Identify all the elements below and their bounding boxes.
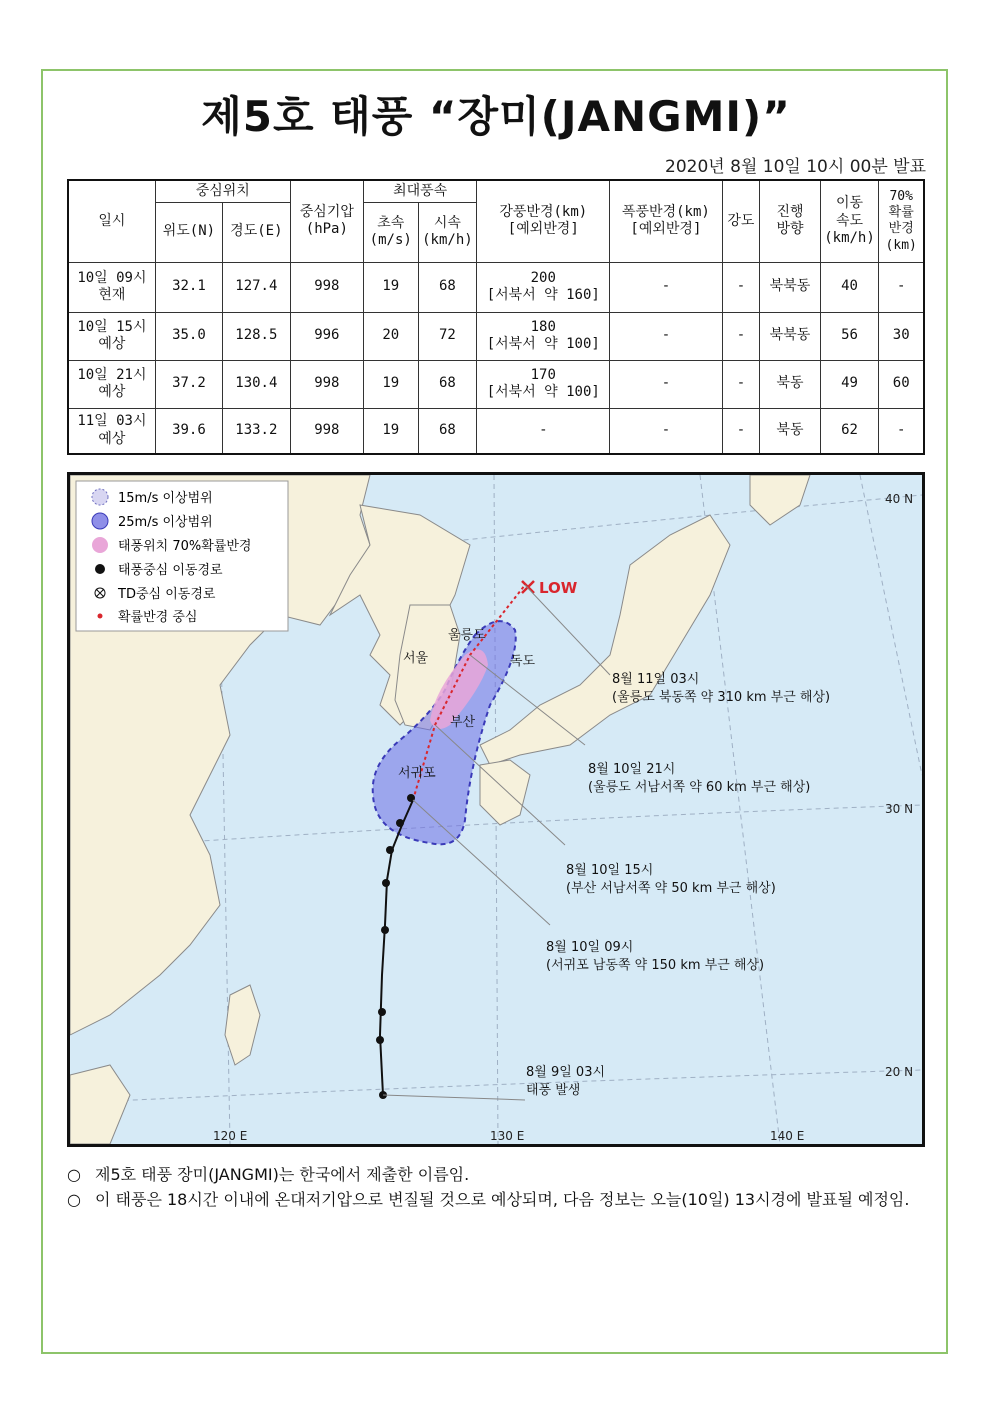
cell-pressure: 998 xyxy=(290,262,363,312)
cell-lon: 128.5 xyxy=(223,312,291,360)
lon-label: 140 E xyxy=(770,1129,805,1143)
cell-prob: - xyxy=(879,408,924,454)
legend-item: 태풍중심 이동경로 xyxy=(118,563,223,578)
table-row xyxy=(68,312,924,360)
header-pressure: 중심기압 (hPa) xyxy=(290,180,363,262)
cell-pressure: 998 xyxy=(290,360,363,408)
place-dokdo: 독도 xyxy=(510,654,536,669)
track-point xyxy=(382,879,390,887)
track-point xyxy=(386,846,394,854)
cell-kmh: 68 xyxy=(418,408,477,454)
cell-intensity: - xyxy=(722,360,760,408)
legend-item: 15m/s 이상범위 xyxy=(118,491,213,506)
header-gale-radius: 강풍반경(km) [예외반경] xyxy=(477,180,610,262)
notes xyxy=(67,1163,927,1213)
cell-kmh: 68 xyxy=(418,262,477,312)
cell-ms: 20 xyxy=(364,312,419,360)
table-row xyxy=(68,408,924,454)
note-bullet: ○ xyxy=(67,1165,81,1184)
header-intensity: 강도 xyxy=(722,180,760,262)
issue-time: 2020년 8월 10일 10시 00분 발표 xyxy=(665,157,926,177)
note-item xyxy=(67,1188,927,1213)
track-point xyxy=(376,1036,384,1044)
place-busan: 부산 xyxy=(450,715,476,730)
legend-prob-center-icon xyxy=(98,614,103,619)
cell-lat: 35.0 xyxy=(155,312,222,360)
annotation-desc: (울릉도 북동쪽 약 310 km 부근 해상) xyxy=(612,690,831,705)
cell-intensity: - xyxy=(722,312,760,360)
cell-prob: - xyxy=(879,262,924,312)
cell-lat: 37.2 xyxy=(155,360,222,408)
cell-storm: - xyxy=(610,262,722,312)
legend-item: 확률반경 중심 xyxy=(118,610,198,625)
cell-kmh: 72 xyxy=(418,312,477,360)
cell-storm: - xyxy=(610,408,722,454)
header-lon: 경도(E) xyxy=(223,202,291,262)
cell-prob: 30 xyxy=(879,312,924,360)
annotation-time: 8월 10일 21시 xyxy=(588,762,676,777)
typhoon-track-line xyxy=(380,800,413,1095)
cell-direction: 북북동 xyxy=(760,312,820,360)
cell-lon: 127.4 xyxy=(223,262,291,312)
cell-gale: 200 [서북서 약 160] xyxy=(477,262,610,312)
annotation-desc: (부산 서남서쪽 약 50 km 부근 해상) xyxy=(566,881,776,896)
cell-ms: 19 xyxy=(364,360,419,408)
note-text: 제5호 태풍 장미(JANGMI)는 한국에서 제출한 이름임. xyxy=(95,1165,470,1184)
cell-prob: 60 xyxy=(879,360,924,408)
cell-gale: - xyxy=(477,408,610,454)
cell-lon: 133.2 xyxy=(223,408,291,454)
track-point xyxy=(381,926,389,934)
legend-typhoon-icon xyxy=(95,564,105,574)
typhoon-forecast-table xyxy=(67,179,925,455)
cell-kmh: 68 xyxy=(418,360,477,408)
lat-label: 20 N xyxy=(885,1065,914,1079)
cell-intensity: - xyxy=(722,262,760,312)
legend-item: 태풍위치 70%확률반경 xyxy=(118,539,252,554)
place-seogwipo: 서귀포 xyxy=(398,766,436,781)
cell-ms: 19 xyxy=(364,262,419,312)
header-storm-radius: 폭풍반경(km) [예외반경] xyxy=(610,180,722,262)
cell-storm: - xyxy=(610,312,722,360)
legend-item: TD중심 이동경로 xyxy=(118,587,216,602)
cell-speed: 56 xyxy=(820,312,879,360)
annotation-desc: 태풍 발생 xyxy=(526,1083,581,1098)
cell-lat: 32.1 xyxy=(155,262,222,312)
typhoon-track-map xyxy=(67,472,925,1147)
cell-speed: 49 xyxy=(820,360,879,408)
cell-time: 11일 03시 예상 xyxy=(68,408,155,454)
note-text: 이 태풍은 18시간 이내에 온대저기압으로 변질될 것으로 예상되며, 다음 정보는 오늘(10일) 13시경에 발표될 예정임. xyxy=(95,1189,910,1209)
cell-time: 10일 15시 예상 xyxy=(68,312,155,360)
note-bullet: ○ xyxy=(67,1189,81,1209)
table-row xyxy=(68,360,924,408)
cell-direction: 북동 xyxy=(760,360,820,408)
cell-direction: 북북동 xyxy=(760,262,820,312)
annotation-desc: (서귀포 남동쪽 약 150 km 부근 해상) xyxy=(546,958,765,973)
header-center: 중심위치 xyxy=(155,180,290,202)
header-direction: 진행 방향 xyxy=(760,180,820,262)
low-marker xyxy=(522,579,578,597)
cell-time: 10일 09시 현재 xyxy=(68,262,155,312)
table-row xyxy=(68,262,924,312)
lon-label: 130 E xyxy=(490,1129,525,1143)
track-point xyxy=(378,1008,386,1016)
annotation-time: 8월 9일 03시 xyxy=(526,1065,606,1080)
cell-storm: - xyxy=(610,360,722,408)
page-title: 제5호 태풍 “장미(JANGMI)” xyxy=(201,92,791,141)
place-seoul: 서울 xyxy=(403,651,429,666)
cell-pressure: 998 xyxy=(290,408,363,454)
legend-gale25-icon xyxy=(92,513,108,529)
cell-direction: 북동 xyxy=(760,408,820,454)
header-ms: 초속 (m/s) xyxy=(364,202,419,262)
cell-ms: 19 xyxy=(364,408,419,454)
legend-item: 25m/s 이상범위 xyxy=(118,515,213,530)
annotation-time: 8월 11일 03시 xyxy=(612,672,700,687)
legend-gale15-icon xyxy=(92,489,108,505)
cell-speed: 62 xyxy=(820,408,879,454)
cell-pressure: 996 xyxy=(290,312,363,360)
header-time: 일시 xyxy=(68,180,155,262)
cell-lat: 39.6 xyxy=(155,408,222,454)
header-maxwind: 최대풍속 xyxy=(364,180,477,202)
cell-lon: 130.4 xyxy=(223,360,291,408)
map-legend xyxy=(76,481,288,631)
cell-time: 10일 21시 예상 xyxy=(68,360,155,408)
legend-prob-icon xyxy=(92,537,108,553)
lat-label: 40 N xyxy=(885,492,914,506)
cell-intensity: - xyxy=(722,408,760,454)
annotation-desc: (울릉도 서남서쪽 약 60 km 부근 해상) xyxy=(588,780,811,795)
header-kmh: 시속 (km/h) xyxy=(418,202,477,262)
header-speed: 이동 속도 (km/h) xyxy=(820,180,879,262)
cell-gale: 180 [서북서 약 100] xyxy=(477,312,610,360)
low-label: LOW xyxy=(539,579,578,597)
place-ulleungdo: 울릉도 xyxy=(448,628,486,643)
header-lat: 위도(N) xyxy=(155,202,222,262)
annotation-time: 8월 10일 09시 xyxy=(546,940,634,955)
note-item xyxy=(67,1163,927,1188)
lat-label: 30 N xyxy=(885,802,914,816)
cell-gale: 170 [서북서 약 100] xyxy=(477,360,610,408)
track-point xyxy=(396,819,404,827)
annotation-time: 8월 10일 15시 xyxy=(566,863,654,878)
lon-label: 120 E xyxy=(213,1129,248,1143)
cell-speed: 40 xyxy=(820,262,879,312)
header-prob-radius: 70% 확률 반경 (km) xyxy=(879,180,924,262)
